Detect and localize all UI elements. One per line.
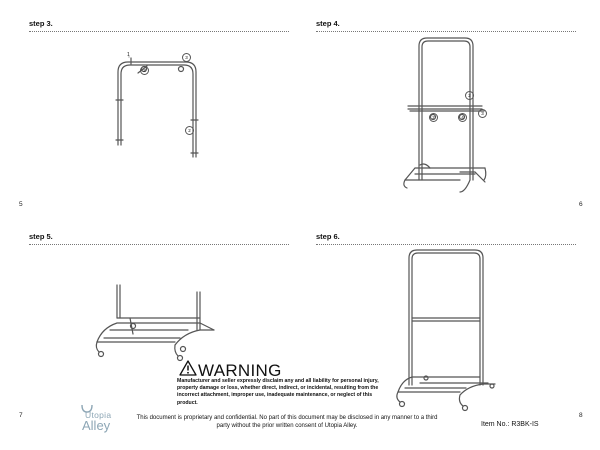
step-3-badge-3: 2 [185, 126, 194, 135]
step-3-badge-1: 1 [127, 52, 130, 58]
step-6-rack-drawing [397, 250, 495, 411]
step-3-frame-drawing [116, 57, 198, 157]
logo-line-2: Alley [82, 418, 111, 433]
step-5-title: step 5. [29, 232, 53, 241]
step-3-badge-2: 3 [182, 53, 191, 62]
step-3-title: step 3. [29, 19, 53, 28]
step-6-title: step 6. [316, 232, 340, 241]
logo-line-1: Utopia [85, 410, 112, 420]
step-4-badge-1: 2 [465, 91, 474, 100]
step-4-title: step 4. [316, 19, 340, 28]
item-number: Item No.: R3BK-IS [481, 421, 539, 428]
page-number-5: 5 [19, 201, 23, 208]
step-4-badge-3: 2 [429, 113, 438, 122]
step-4-badge-4: 4 [458, 113, 467, 122]
step-5-base-drawing [96, 285, 214, 361]
step-4-frame-drawing [404, 38, 486, 192]
confidentiality-notice: This document is proprietary and confidential. No part of this document may be disclosed in any manner to a third party without the prior written consent of Utopia Alley. [136, 415, 438, 429]
warning-triangle-icon [179, 360, 197, 376]
page-number-7: 7 [19, 412, 23, 419]
step-3-badge-4: 3 [140, 66, 149, 75]
warning-title: WARNING [198, 361, 282, 380]
step-4-badge-2: 3 [478, 109, 487, 118]
page-number-6: 6 [579, 201, 583, 208]
page-number-8: 8 [579, 412, 583, 419]
warning-text: Manufacturer and seller expressly disclaim any and all liability for personal injury, property damage or loss, whether direct, indirect, or incidental, resulting from the incorrect attachment, improper use, inadequate maintenance, or neglect of this product. [177, 378, 379, 406]
